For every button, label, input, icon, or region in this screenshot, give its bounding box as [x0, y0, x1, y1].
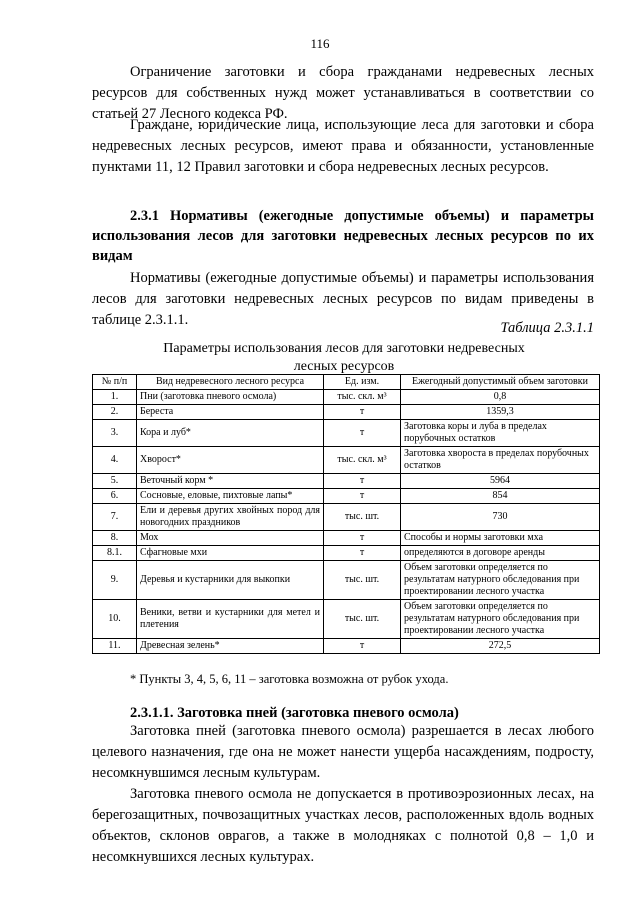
table-row: [93, 390, 600, 405]
parameters-table: [92, 374, 600, 654]
row-name: Сфагновые мхи: [137, 546, 324, 561]
row-name: Веточный корм *: [137, 474, 324, 489]
row-volume: Заготовка коры и луба в пределах порубочных остатков: [401, 420, 600, 447]
row-name: Ели и деревья других хвойных пород для новогодних праздников: [137, 504, 324, 531]
row-num: 7.: [93, 504, 137, 531]
table-label: Таблица 2.3.1.1: [500, 320, 594, 336]
row-unit: т: [324, 405, 401, 420]
paragraph-stump-harvest: Заготовка пней (заготовка пневого осмола) разрешается в лесах любого целевого назначения, где она не может нанести ущерба насаждениям, подросту, несомкнувшимся лесным культурам.: [92, 723, 594, 781]
header-name: Вид недревесного лесного ресурса: [137, 375, 324, 390]
section-heading-2-3-1: 2.3.1 Нормативы (ежегодные допустимые объемы) и параметры использования лесов для заготовки недревесных лесных ресурсов по их видам: [92, 208, 594, 264]
table-row: [93, 489, 600, 504]
row-unit: т: [324, 639, 401, 654]
table-row: [93, 447, 600, 474]
table-row: [93, 405, 600, 420]
paragraph-stump-prohibition: Заготовка пневого осмола не допускается в противоэрозионных лесах, на берегозащитных, почвозащитных участках лесов, расположенных вдоль водных объектов, склонов оврагов, а также в молодняках с полнотой 0,8 – 1,0 и несомкнувшихся лесных культурах.: [92, 786, 594, 865]
header-num: № п/п: [93, 375, 137, 390]
row-unit: тыс. скл. м³: [324, 390, 401, 405]
table-row: [93, 600, 600, 639]
row-name: Кора и луб*: [137, 420, 324, 447]
row-unit: т: [324, 474, 401, 489]
row-volume: Способы и нормы заготовки мха: [401, 531, 600, 546]
row-name: Веники, ветви и кустарники для метел и плетения: [137, 600, 324, 639]
row-unit: т: [324, 546, 401, 561]
table-row: [93, 546, 600, 561]
row-volume: 1359,3: [401, 405, 600, 420]
row-unit: тыс. скл. м³: [324, 447, 401, 474]
row-num: 5.: [93, 474, 137, 489]
row-num: 4.: [93, 447, 137, 474]
row-num: 8.1.: [93, 546, 137, 561]
row-volume: Заготовка хвороста в пределах порубочных остатков: [401, 447, 600, 474]
row-unit: тыс. шт.: [324, 504, 401, 531]
row-unit: т: [324, 531, 401, 546]
row-name: Мох: [137, 531, 324, 546]
table-caption: Параметры использования лесов для заготовки недревесных лесных ресурсов: [163, 341, 525, 374]
row-volume: 854: [401, 489, 600, 504]
row-num: 8.: [93, 531, 137, 546]
header-unit: Ед. изм.: [324, 375, 401, 390]
paragraph-harvest-restriction: Ограничение заготовки и сбора гражданами недревесных лесных ресурсов для собственных нужд может устанавливаться в соответствии со статьей 27 Лесного кодекса РФ.: [92, 64, 594, 122]
row-volume: Объем заготовки определяется по результатам натурного обследования при проектировании лесного участка: [401, 561, 600, 600]
row-volume: Объем заготовки определяется по результатам натурного обследования при проектировании лесного участка: [401, 600, 600, 639]
row-unit: т: [324, 489, 401, 504]
row-name: Древесная зелень*: [137, 639, 324, 654]
row-num: 11.: [93, 639, 137, 654]
table-row: [93, 504, 600, 531]
row-volume: 730: [401, 504, 600, 531]
table-row: [93, 561, 600, 600]
row-name: Хворост*: [137, 447, 324, 474]
row-volume: определяются в договоре аренды: [401, 546, 600, 561]
row-name: Сосновые, еловые, пихтовые лапы*: [137, 489, 324, 504]
table-row: [93, 474, 600, 489]
row-volume: 5964: [401, 474, 600, 489]
row-unit: тыс. шт.: [324, 600, 401, 639]
row-unit: тыс. шт.: [324, 561, 401, 600]
row-name: Деревья и кустарники для выкопки: [137, 561, 324, 600]
paragraph-norms: Нормативы (ежегодные допустимые объемы) и параметры использования лесов для заготовки недревесных лесных ресурсов по видам приведены в таблице 2.3.1.1.: [92, 270, 594, 328]
table-row: [93, 639, 600, 654]
row-num: 10.: [93, 600, 137, 639]
table-row: [93, 531, 600, 546]
row-num: 3.: [93, 420, 137, 447]
row-num: 6.: [93, 489, 137, 504]
row-num: 1.: [93, 390, 137, 405]
paragraph-rights: Граждане, юридические лица, использующие леса для заготовки и сбора недревесных лесных ресурсов, имеют права и обязанности, установленные пунктами 11, 12 Правил заготовки и сбора недревесных лесных ресурсов.: [92, 117, 594, 175]
row-num: 2.: [93, 405, 137, 420]
row-volume: 272,5: [401, 639, 600, 654]
row-unit: т: [324, 420, 401, 447]
section-heading-2-3-1-1: 2.3.1.1. Заготовка пней (заготовка пневого осмола): [130, 705, 459, 721]
table-row: [93, 420, 600, 447]
table-footnote: * Пункты 3, 4, 5, 6, 11 – заготовка возможна от рубок ухода.: [130, 672, 449, 686]
page-number: 116: [310, 36, 330, 51]
row-name: Береста: [137, 405, 324, 420]
header-volume: Ежегодный допустимый объем заготовки: [401, 375, 600, 390]
row-name: Пни (заготовка пневого осмола): [137, 390, 324, 405]
row-num: 9.: [93, 561, 137, 600]
row-volume: 0,8: [401, 390, 600, 405]
table-header-row: [93, 375, 600, 390]
